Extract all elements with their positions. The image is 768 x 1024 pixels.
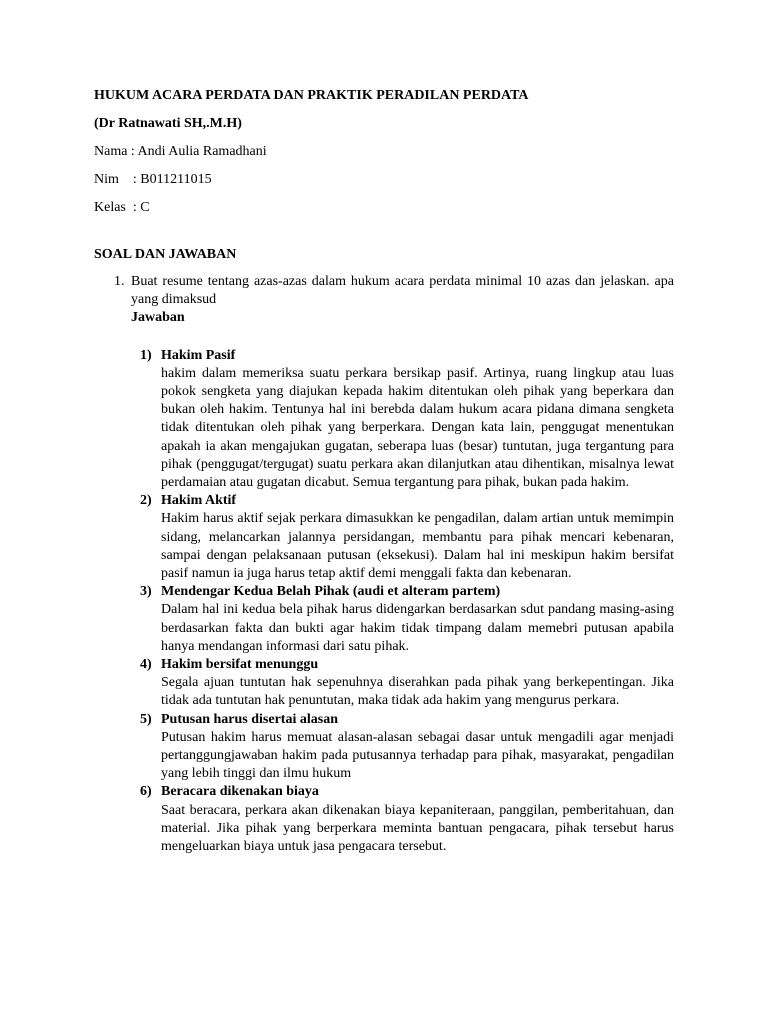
answer-body: Dalam hal ini kedua bela pihak harus didengarkan berdasarkan sdut pandang masing-asing berdasarkan fakta dan bukti agar hakim tidak timpang dalam memebri putusan apabila hanya mendangan informasi dari satu pihak. bbox=[161, 602, 674, 654]
answer-body: Segala ajuan tuntutan hak sepenuhnya diserahkan pada pihak yang berkepentingan. Jika tidak ada tuntutan hak penuntutan, maka tidak ada hakim yang mengurus perkara. bbox=[161, 675, 674, 709]
answer-item bbox=[140, 583, 674, 656]
answer-heading: Mendengar Kedua Belah Pihak (audi et alteram partem) bbox=[161, 584, 501, 600]
answer-number: 1) bbox=[140, 347, 152, 363]
answer-body: Putusan hakim harus memuat alasan-alasan sebagai dasar untuk mengadili agar menjadi pertanggungjawaban hakim pada putusannya terhadap para pihak, masyarakat, pengadilan yang lebih tinggi dan ilmu hukum bbox=[161, 729, 674, 782]
answer-number: 3) bbox=[140, 584, 152, 600]
answer-list bbox=[94, 347, 674, 857]
answer-item bbox=[140, 711, 674, 784]
section-title: SOAL DAN JAWABAN bbox=[94, 247, 237, 262]
answer-item bbox=[140, 492, 674, 583]
answer-body: Saat beracara, perkara akan dikenakan biaya kepaniteraan, panggilan, pemberitahuan, dan material. Jika pihak yang berperkara meminta bantuan pengacara, pihak tersebut harus mengeluarkan biaya untuk jasa pengacara tersebut. bbox=[161, 802, 674, 855]
question-item bbox=[94, 273, 674, 328]
document-title: HUKUM ACARA PERDATA DAN PRAKTIK PERADILAN PERDATA bbox=[94, 88, 529, 103]
question-number: 1. bbox=[114, 274, 125, 289]
answer-heading: Putusan harus disertai alasan bbox=[161, 711, 338, 727]
student-nim: Nim : B011211015 bbox=[94, 172, 212, 187]
student-class: Kelas : C bbox=[94, 200, 150, 215]
answer-body: Hakim harus aktif sejak perkara dimasukkan ke pengadilan, dalam artian untuk memimpin sidang, melancarkan jalannya persidangan, membantu para pihak mencari kebenaran, sampai dengan pelaksanaan putusan (eksekusi). Dalam hal ini meskipun hakim bersifat pasif namun ia juga harus tetap aktif demi menggali fakta dan kebenaran. bbox=[161, 511, 674, 582]
answer-number: 5) bbox=[140, 711, 152, 727]
answer-item bbox=[140, 347, 674, 493]
answer-body: hakim dalam memeriksa suatu perkara bersikap pasif. Artinya, ruang lingkup atau luas pokok sengketa yang diajukan kepada hakim ditentukan oleh pihak yang beperkara dan bukan oleh hakim. Tentunya hal ini berebda dalam hukum acara pidana dimana sengketa tidak ditentukan oleh pihak yang berperkara. Dengan kata lain, penggugat menentukan apakah ia akan mengajukan gugatan, seberapa luas (besar) tuntutan, juga tergantung para pihak (penggugat/tergugat) suatu perkara akan dilanjutkan atau dihentikan, misalnya lewat perdamaian atau gugatan dicabut. Semua tergantung para pihak, bukan pada hakim. bbox=[161, 365, 674, 491]
answer-number: 6) bbox=[140, 784, 152, 800]
answer-number: 4) bbox=[140, 657, 152, 673]
answer-heading: Hakim bersifat menunggu bbox=[161, 657, 319, 673]
answer-item bbox=[140, 783, 674, 856]
answer-heading: Hakim Pasif bbox=[161, 347, 236, 363]
answer-number: 2) bbox=[140, 493, 152, 509]
student-name: Nama : Andi Aulia Ramadhani bbox=[94, 144, 267, 159]
answer-label: Jawaban bbox=[131, 310, 185, 326]
lecturer-name: (Dr Ratnawati SH,.M.H) bbox=[94, 116, 242, 131]
answer-item bbox=[140, 656, 674, 711]
answer-heading: Hakim Aktif bbox=[161, 493, 237, 509]
answer-heading: Beracara dikenakan biaya bbox=[161, 784, 319, 800]
question-text: Buat resume tentang azas-azas dalam hukum acara perdata minimal 10 azas dan jelaskan. apa yang dimaksud bbox=[131, 274, 674, 308]
